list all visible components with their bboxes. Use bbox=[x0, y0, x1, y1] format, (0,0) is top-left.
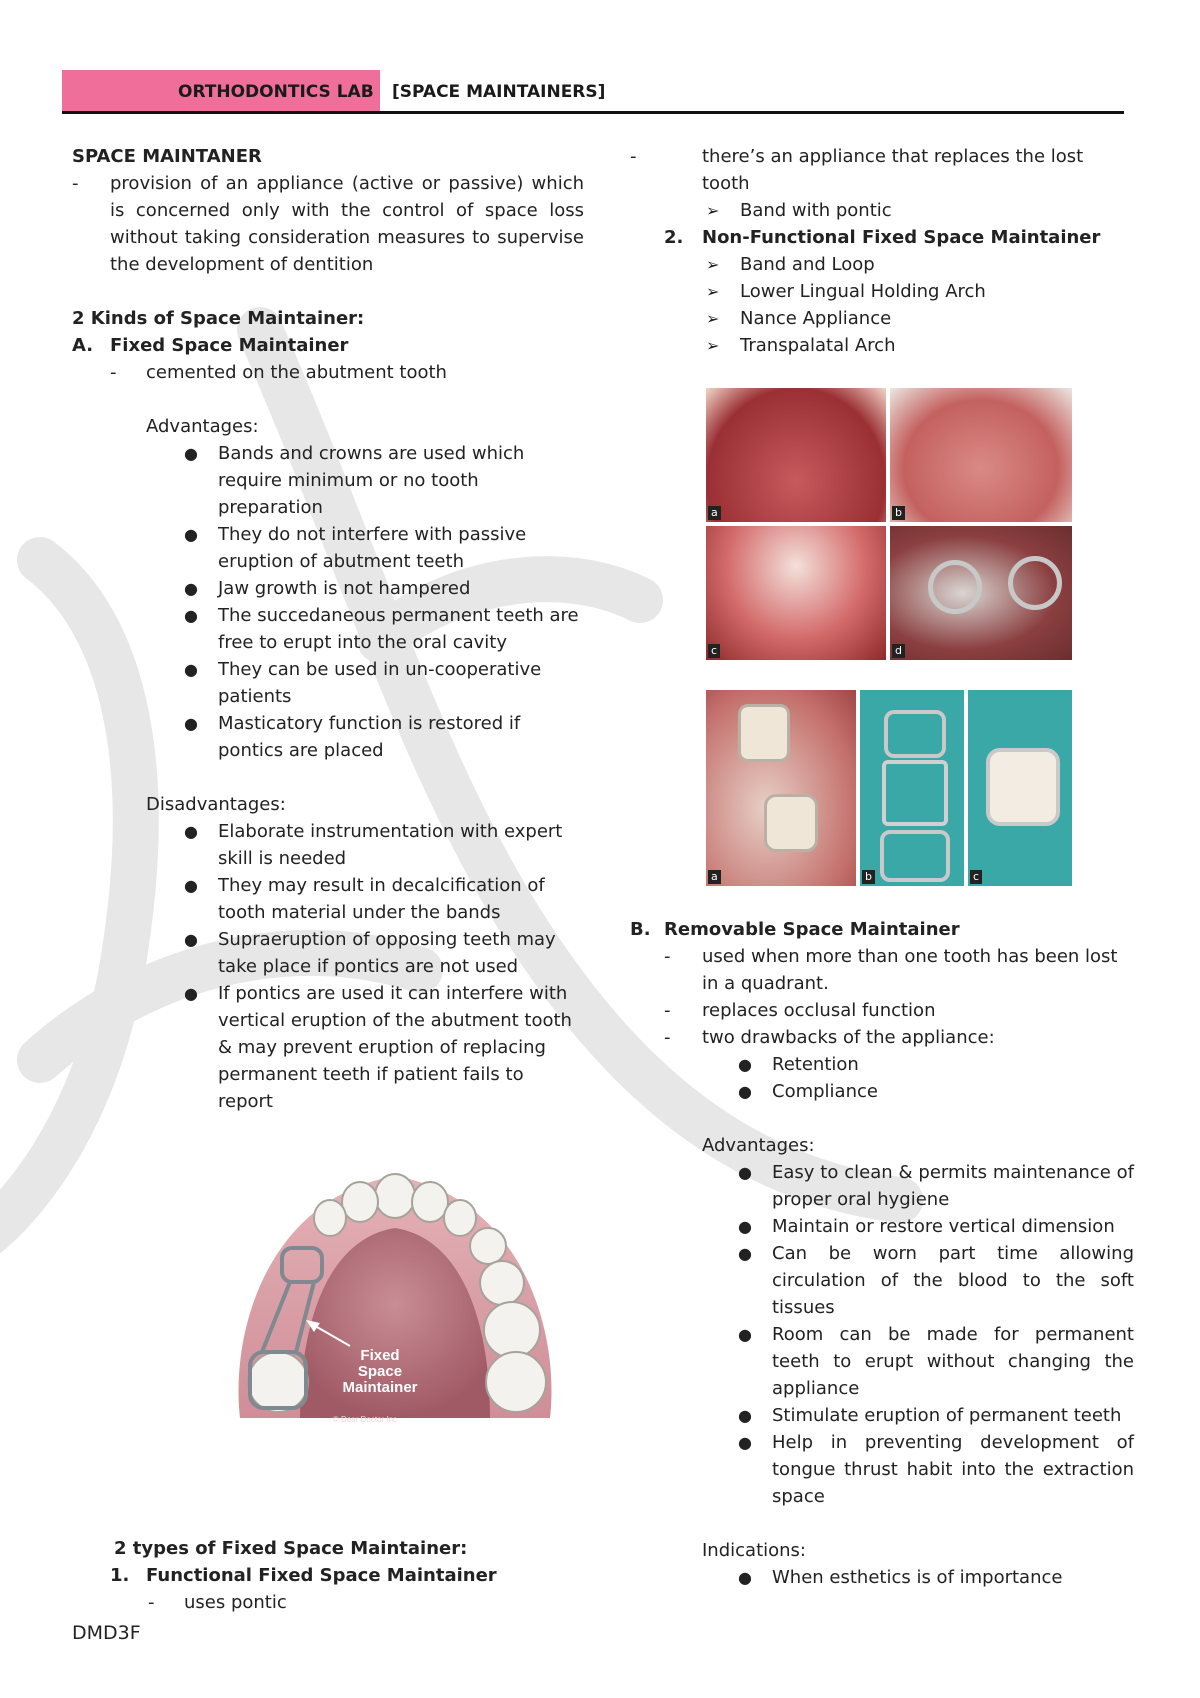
advantage-item-text: Bands and crowns are used which require minimum or no tooth preparation bbox=[218, 443, 525, 518]
drawback-item-text: Compliance bbox=[772, 1081, 878, 1102]
functional-heading: Functional Fixed Space Maintainer bbox=[146, 1565, 497, 1586]
drawback-item bbox=[738, 1078, 1134, 1105]
nonfunctional-item bbox=[706, 278, 1130, 305]
photo-label: c bbox=[708, 644, 720, 658]
fixed-space-maintainer-illustration bbox=[230, 1168, 560, 1426]
header-rule bbox=[62, 111, 1124, 114]
dash-marker: - bbox=[664, 946, 671, 967]
dash-marker: - bbox=[664, 1000, 671, 1021]
bullet-dot-icon: ● bbox=[738, 1244, 752, 1263]
nonfunctional-heading-row bbox=[630, 224, 1130, 251]
disadvantage-item-text: Supraeruption of opposing teeth may take place if pontics are not used bbox=[218, 929, 556, 977]
header-topic: [SPACE MAINTAINERS] bbox=[392, 82, 606, 102]
definition-item bbox=[72, 170, 584, 278]
bullet-dot-icon: ● bbox=[738, 1325, 752, 1344]
dash-marker: - bbox=[148, 1592, 155, 1613]
clinical-photo-b bbox=[890, 388, 1072, 522]
advantage-item-text: They can be used in un-cooperative patients bbox=[218, 659, 542, 707]
functional-desc: uses pontic bbox=[184, 1592, 287, 1613]
nonfunctional-item bbox=[706, 332, 1130, 359]
disadvantage-item bbox=[184, 818, 584, 872]
indications-list bbox=[630, 1564, 1134, 1591]
removable-point-text: used when more than one tooth has been lost in a quadrant. bbox=[702, 946, 1118, 994]
removable-marker: B. bbox=[630, 919, 651, 940]
nonfunctional-heading: Non-Functional Fixed Space Maintainer bbox=[702, 227, 1101, 248]
advantage-item bbox=[184, 656, 584, 710]
right-column-bottom bbox=[630, 916, 1134, 1591]
clinical-photo-c bbox=[706, 526, 886, 660]
advantage-item bbox=[184, 602, 584, 656]
removable-heading-row bbox=[630, 916, 1134, 943]
bullet-dot-icon: ● bbox=[738, 1433, 752, 1452]
advantage-item bbox=[184, 575, 584, 602]
types-heading: 2 types of Fixed Space Maintainer: bbox=[114, 1538, 468, 1559]
fixed-types-block bbox=[72, 1535, 582, 1616]
disadvantage-item bbox=[184, 872, 584, 926]
arrow-bullet-icon: ➢ bbox=[706, 282, 720, 301]
indication-item-text: When esthetics is of importance bbox=[772, 1567, 1063, 1588]
replaces-item bbox=[630, 143, 1130, 197]
advantage-item-text: Masticatory function is restored if pontics are placed bbox=[218, 713, 521, 761]
removable-advantage-item-text: Help in preventing development of tongue thrust habit into the extraction space bbox=[772, 1432, 1134, 1507]
list-item bbox=[706, 197, 1130, 224]
advantage-item-text: The succedaneous permanent teeth are free to erupt into the oral cavity bbox=[218, 605, 579, 653]
advantages-list bbox=[72, 440, 584, 764]
mirror-ring-icon bbox=[928, 560, 982, 614]
removable-advantage-item-text: Can be worn part time allowing circulation of the blood to the soft tissues bbox=[772, 1243, 1134, 1318]
bullet-dot-icon: ● bbox=[738, 1055, 752, 1074]
removable-advantage-item bbox=[738, 1402, 1134, 1429]
photo-label: c bbox=[970, 870, 982, 884]
fixed-desc: cemented on the abutment tooth bbox=[146, 362, 447, 383]
advantage-item bbox=[184, 440, 584, 521]
figure-label-line3: Maintainer bbox=[342, 1379, 418, 1396]
arrow-bullet-icon: ➢ bbox=[706, 255, 720, 274]
bullet-dot-icon: ● bbox=[184, 444, 198, 463]
tooth-icon bbox=[764, 794, 818, 852]
dash-marker: - bbox=[630, 146, 637, 167]
drawback-item bbox=[738, 1051, 1134, 1078]
fixed-heading: Fixed Space Maintainer bbox=[110, 335, 349, 356]
advantage-item bbox=[184, 521, 584, 575]
bullet-dot-icon: ● bbox=[184, 876, 198, 895]
clinical-photo-a bbox=[706, 388, 886, 522]
bullet-dot-icon: ● bbox=[738, 1082, 752, 1101]
band-pontic-list bbox=[630, 197, 1130, 224]
bullet-dot-icon: ● bbox=[738, 1217, 752, 1236]
removable-point-text: two drawbacks of the appliance: bbox=[702, 1027, 995, 1048]
arrow-bullet-icon: ➢ bbox=[706, 336, 720, 355]
photo-grid-clinical bbox=[706, 388, 1072, 660]
bullet-dot-icon: ● bbox=[738, 1163, 752, 1182]
appliance-photo-a bbox=[706, 690, 856, 886]
removable-advantage-item-text: Easy to clean & permits maintenance of proper oral hygiene bbox=[772, 1162, 1134, 1210]
removable-advantage-item bbox=[738, 1213, 1134, 1240]
bullet-dot-icon: ● bbox=[738, 1568, 752, 1587]
advantage-item bbox=[184, 710, 584, 764]
bullet-dot-icon: ● bbox=[738, 1406, 752, 1425]
bullet-dot-icon: ● bbox=[184, 822, 198, 841]
removable-advantage-item bbox=[738, 1159, 1134, 1213]
left-column bbox=[72, 143, 584, 1115]
removable-advantages-heading: Advantages: bbox=[702, 1135, 815, 1156]
drawbacks-list bbox=[630, 1051, 1134, 1105]
kinds-heading: 2 Kinds of Space Maintainer: bbox=[72, 308, 365, 329]
bullet-dot-icon: ● bbox=[184, 660, 198, 679]
arrow-bullet-icon: ➢ bbox=[706, 309, 720, 328]
disadvantage-item bbox=[184, 926, 584, 980]
advantages-heading: Advantages: bbox=[146, 416, 259, 437]
nonfunctional-item-text: Transpalatal Arch bbox=[740, 335, 896, 356]
fixed-marker: A. bbox=[72, 335, 94, 356]
fixed-heading-row bbox=[72, 332, 584, 359]
definition-text: provision of an appliance (active or passive) which is concerned only with the control of space loss without taking consideration measures to supervise the development of dentition bbox=[110, 173, 584, 275]
removable-point-text: replaces occlusal function bbox=[702, 1000, 936, 1021]
mirror-ring-icon bbox=[1008, 556, 1062, 610]
arrow-bullet-icon: ➢ bbox=[706, 201, 720, 220]
removable-points bbox=[630, 943, 1134, 1051]
disadvantage-item bbox=[184, 980, 584, 1115]
disadvantages-list bbox=[72, 818, 584, 1115]
nonfunctional-list bbox=[630, 251, 1130, 359]
bullet-dot-icon: ● bbox=[184, 984, 198, 1003]
replaces-text: there’s an appliance that replaces the lost tooth bbox=[702, 146, 1084, 194]
removable-advantage-item bbox=[738, 1429, 1134, 1510]
spring-loop-icon bbox=[882, 760, 948, 826]
photo-grid-appliances bbox=[706, 690, 1072, 886]
band-loop-icon bbox=[884, 710, 946, 758]
removable-advantage-item-text: Stimulate eruption of permanent teeth bbox=[772, 1405, 1122, 1426]
dash-marker: - bbox=[110, 362, 117, 383]
bullet-dot-icon: ● bbox=[184, 606, 198, 625]
nonfunctional-item bbox=[706, 251, 1130, 278]
nonfunctional-item-text: Nance Appliance bbox=[740, 308, 892, 329]
photo-label: a bbox=[708, 506, 721, 520]
advantage-item-text: They do not interfere with passive eruption of abutment teeth bbox=[218, 524, 527, 572]
functional-desc-item bbox=[72, 1589, 582, 1616]
removable-point bbox=[630, 1024, 1134, 1051]
disadvantage-item-text: Elaborate instrumentation with expert skill is needed bbox=[218, 821, 563, 869]
tooth-band-icon bbox=[738, 704, 790, 762]
header-course: ORTHODONTICS LAB bbox=[178, 82, 374, 102]
bullet-dot-icon: ● bbox=[184, 930, 198, 949]
bullet-dot-icon: ● bbox=[184, 579, 198, 598]
appliance-photo-c bbox=[968, 690, 1072, 886]
removable-advantage-item bbox=[738, 1321, 1134, 1402]
figure-label-line2: Space bbox=[357, 1363, 403, 1380]
section-title: SPACE MAINTANER bbox=[72, 146, 262, 167]
appliance-photo-b bbox=[860, 690, 964, 886]
removable-point bbox=[630, 943, 1134, 997]
disadvantages-heading: Disadvantages: bbox=[146, 794, 286, 815]
nonfunctional-marker: 2. bbox=[664, 227, 684, 248]
photo-label: a bbox=[708, 870, 721, 884]
removable-heading: Removable Space Maintainer bbox=[664, 919, 960, 940]
removable-advantages-list bbox=[630, 1159, 1134, 1510]
indications-heading: Indications: bbox=[702, 1540, 806, 1561]
nonfunctional-item bbox=[706, 305, 1130, 332]
functional-heading-row bbox=[72, 1562, 582, 1589]
bullet-dot-icon: ● bbox=[184, 525, 198, 544]
dash-marker: - bbox=[72, 173, 79, 194]
removable-advantage-item-text: Maintain or restore vertical dimension bbox=[772, 1216, 1115, 1237]
band-icon bbox=[880, 830, 950, 882]
disadvantage-item-text: They may result in decalcification of tooth material under the bands bbox=[218, 875, 545, 923]
functional-marker: 1. bbox=[110, 1565, 130, 1586]
pontic-icon bbox=[986, 748, 1060, 826]
dash-marker: - bbox=[664, 1027, 671, 1048]
photo-label: b bbox=[862, 870, 875, 884]
disadvantage-item-text: If pontics are used it can interfere with vertical eruption of the abutment tooth & may prevent eruption of replacing permanent teeth if patient fails to report bbox=[218, 983, 572, 1112]
drawback-item-text: Retention bbox=[772, 1054, 859, 1075]
clinical-photo-d bbox=[890, 526, 1072, 660]
indication-item bbox=[738, 1564, 1134, 1591]
right-column-top bbox=[630, 143, 1130, 359]
palate-drawing bbox=[230, 1168, 560, 1426]
bullet-dot-icon: ● bbox=[184, 714, 198, 733]
footer-code: DMD3F bbox=[72, 1622, 141, 1644]
photo-label: b bbox=[892, 506, 905, 520]
figure-credit: © Dear Doctor Inc bbox=[332, 1415, 398, 1424]
removable-advantage-item bbox=[738, 1240, 1134, 1321]
photo-label: d bbox=[892, 644, 905, 658]
band-pontic-text: Band with pontic bbox=[740, 200, 892, 221]
fixed-desc-item bbox=[72, 359, 584, 386]
removable-advantage-item-text: Room can be made for permanent teeth to erupt without changing the appliance bbox=[772, 1324, 1134, 1399]
removable-point bbox=[630, 997, 1134, 1024]
advantage-item-text: Jaw growth is not hampered bbox=[218, 578, 471, 599]
nonfunctional-item-text: Band and Loop bbox=[740, 254, 875, 275]
figure-label-line1: Fixed bbox=[360, 1347, 400, 1364]
nonfunctional-item-text: Lower Lingual Holding Arch bbox=[740, 281, 986, 302]
